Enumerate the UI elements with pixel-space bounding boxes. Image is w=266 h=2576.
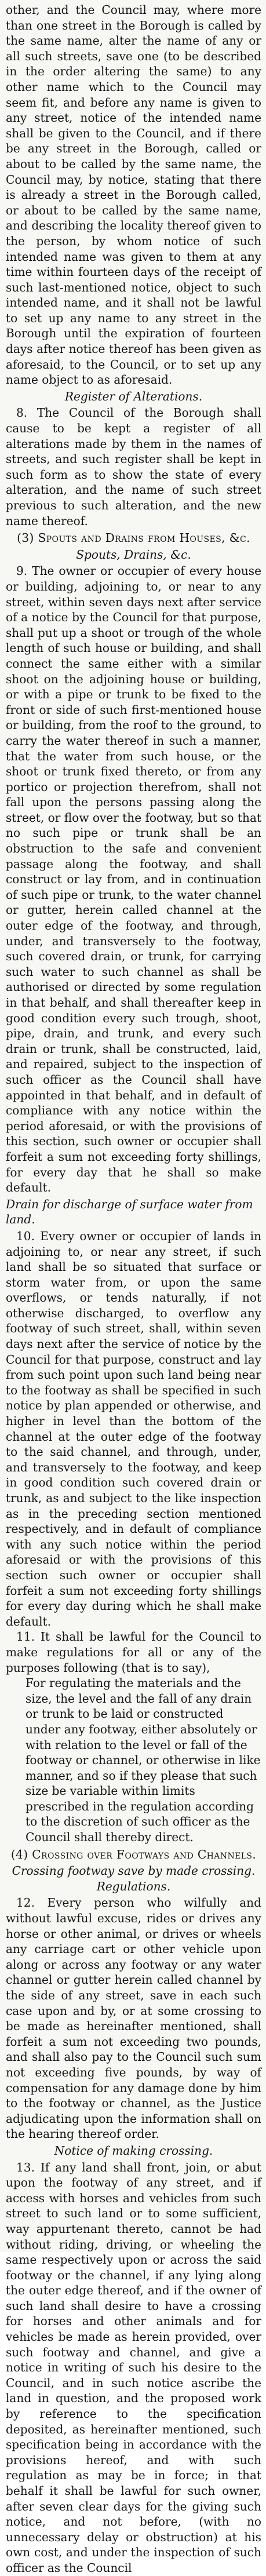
heading-crossing-footway: Crossing footway save by made crossing. Regulations. (12, 1864, 256, 1893)
clause-9: 9. The owner or occupier of every house or building, adjoining to, or near to any street, within seven days next after service of a notice by the Council for that purpose, shall put up a shoot or trough of the whole length of such house or building, and shall connect the same either with a similar shoot on the adjoining house or building, or with a pipe or trunk to be fixed to the front or side of such first-mentioned house or building, from the roof to the ground, to carry the water thereof in such a manner, that the water from such house, or the shoot or trunk fixed thereto, or from any portico or projection therefrom, shall not fall upon the persons passing along the street, or flow over the footway, but so that no such pipe or trunk shall be an obstruction to the safe and convenient passage along the footway, and shall construct or lay from, and in continuation of such pipe or trunk, to the water channel or gutter, herein called channel at the outer edge of the footway, and through, under, and transversely to the footway, such covered drain, or trunk, for carrying such water to such channel as shall be authorised or directed by some regulation in that behalf, and shall thereafter keep in good condition every such trough, shoot, pipe, drain, and trunk, and every such drain or trunk, shall be constructed, laid, and repaired, subject to the inspection of such officer as the Council shall have appointed in that behalf, and in default of compliance with any notice within the period aforesaid, or with the provisions of this section, such owner or occupier shall forfeit a sum not exceeding forty shillings, for every day that he shall so make default. (6, 564, 261, 1195)
heading-notice-of-crossing: Notice of making crossing. (54, 2143, 213, 2158)
clause-12: 12. Every person who wilfully and without lawful excuse, rides or drives any horse or other animal, or drives or wheels any carriage cart or other vehicle upon along or across any footway or any water channel or gutter herein called channel by the side of any street, save in each such case upon and by, or at some crossing to be made as hereinafter mentioned, shall forfeit a sum not exceeding two pounds, and shall also pay to the Council such sum not exceeding five pounds, by way of compensation for any damage done by him to the footway or channel, as the Justice adjudicating upon the information shall on the hearing thereof order. (6, 1896, 261, 2141)
clause-11: 11. It shall be lawful for the Council to make regulations for all or any of the purposes following (that is to say), (6, 1630, 261, 1675)
heading-drain-surface-water: Drain for discharge of surface water from land. (6, 1197, 253, 1227)
paragraph-intro: other, and the Council may, where more than one street in the Borough is called by the same name, alter the name of any or all such streets, save one (to be described in the order altering the same) to any other name which to the Council may seem fit, and before any name is given to any street, notice of the intended name shall be given to the Council, and if there be any street in the Borough, called or about to be called by the same name, the Council may, by notice, stating that there is already a street in the Borough called, or about to be called by the same name, and describing the locality thereof given to the person, by whom notice of such intended name was given to them at any time within fourteen days of the receipt of such last-mentioned notice, object to such intended name, and it shall not be lawful to set up any name to any street in the Borough until the expiration of fourteen days after notice thereof has been given as aforesaid, to the Council, or to set up any name object to as aforesaid. (6, 3, 261, 387)
clause-11-subsection: For regulating the materials and the size, the level and the fall of any drain or trunk to be laid or constructed under any footway, either absolutely or with relation to the level or fall of the footway or channel, or otherwise in like manner, and so if they please that such size be variable within limits prescribed in the regulation according to the discretion of such officer as the Council shall thereby direct. (25, 1676, 261, 1845)
section-3-heading: (3) Spouts and Drains from Houses, &c. (17, 531, 250, 545)
heading-register-of-alterations: Register of Alterations. (64, 389, 203, 403)
clause-13: 13. If any land shall front, join, or abut upon the footway of any street, and if access with horses and vehicles from such street to such land or to some sufficient, way appurtenant thereto, cannot be had without riding, driving, or wheeling the same respectively upon or across the said footway or the channel, if any lying along the outer edge thereof, and if the owner of such land shall desire to have a crossing for horses and other animals and for vehicles be made as herein provided, over such footway and channel, and give a notice in writing of such his desire to the Council, and in such notice ascribe the land in question, and the proposed work by reference to the specification deposited, as hereinafter mentioned, such specification being in accordance with the provisions hereof, and with such regulation as may be in force; in that behalf it shall be lawful for such owner, after seven clear days for the giving such notice, and not before, (with no unnecessary delay or obstruction) at his own cost, and under the inspection of such officer as the Council (6, 2160, 261, 2575)
clause-10: 10. Every owner or occupier of lands in adjoining to, or near any street, if such land shall be so situated that surface or storm water from, or upon the same overflows, or tends naturally, if not otherwise discharged, to overflow any footway of such street, shall, within seven days next after the service of notice by the Council for that purpose, construct and lay from such point upon such land being near to the footway as shall be specified in such notice by plan appended or otherwise, and higher in level than the bottom of the channel at the outer edge of the footway to the said channel, and through, under, and transversely to the footway, and keep in good condition such covered drain or trunk, as and subject to the like inspection as in the preceding section mentioned respectively, and in default of compliance with any such notice within the period aforesaid or with the provisions of this section such owner or occupier shall forfeit a sum not exceeding forty shillings for every day during which he shall make default. (6, 1229, 261, 1628)
clause-8: 8. The Council of the Borough shall cause to be kept a register of all alterations made by them in the names of streets, and such register shall be kept in such form as to show the state of every alteration, and the name of such street previous to such alteration, and the new name thereof. (6, 406, 261, 528)
section-4-heading: (4) Crossing over Footways and Channels. (10, 1847, 257, 1861)
heading-spouts-drains: Spouts, Drains, &c. (76, 547, 191, 562)
